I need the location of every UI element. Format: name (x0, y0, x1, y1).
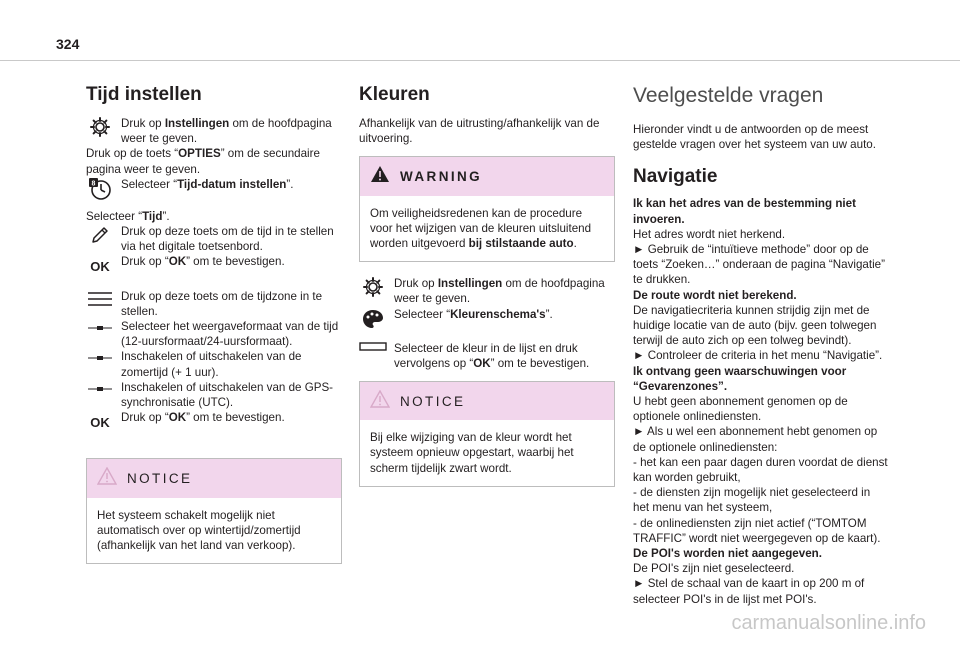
section-kleuren (359, 84, 615, 487)
section-title: Kleuren (359, 84, 430, 105)
step-text: Selecteer de kleur in de lijst en druk vervolgens op “OK” om te bevestigen. (394, 341, 590, 370)
step-summer-time (86, 349, 342, 379)
step-format (86, 319, 342, 349)
list-icon (86, 289, 114, 309)
step-select-color (359, 341, 615, 371)
step-text: Druk op “OK” om te bevestigen. (121, 411, 285, 425)
warning-box (359, 156, 615, 262)
warning-title: WARNING (400, 168, 483, 184)
gear-icon (86, 116, 114, 138)
faq-answer: - het kan een paar dagen duren voordat de dienst kan worden gebruikt, (633, 455, 888, 485)
warning-header (360, 157, 614, 195)
svg-text:8: 8 (91, 180, 96, 188)
ok-key-label: OK (90, 259, 110, 275)
step-settings (359, 276, 615, 306)
notice-header (87, 459, 341, 497)
step-time-zone (86, 289, 342, 319)
step-text: Druk op deze toets om de tijdzone in te stellen. (121, 289, 323, 318)
section-title: Tijd instellen (86, 84, 202, 105)
page-number: 324 (56, 36, 80, 52)
intro-text: Afhankelijk van de uitrusting/afhankelijk van de uitvoering. (359, 117, 600, 146)
subsection-title: Navigatie (633, 166, 718, 188)
notice-box (86, 458, 342, 564)
step-text: Selecteer “Kleurenschema's”. (394, 307, 553, 321)
step-settings (86, 116, 342, 146)
faq-answer: ► Stel de schaal van de kaart in op 200 m of selecteer POI's in de lijst met POI's. (633, 577, 865, 606)
gear-icon (359, 276, 387, 298)
step-text: Selecteer “Tijd-datum instellen”. (121, 177, 294, 191)
faq-answer: ► Als u wel een abonnement hebt genomen op de optionele onlinediensten: (633, 425, 878, 454)
step-text: Selecteer het weergaveformaat van de tijd (12-uursformaat/24-uursformaat). (121, 320, 339, 349)
header-rule (0, 60, 960, 61)
faq-answer: ► Controleer de criteria in het menu “Navigatie”. (633, 349, 883, 363)
faq-question: Ik kan het adres van de bestemming niet invoeren. (633, 197, 856, 226)
step-set-time (86, 224, 342, 254)
faq-answer: U hebt geen abonnement genomen op de optionele onlinediensten. (633, 395, 848, 424)
toggle-icon (86, 380, 114, 394)
warning-text: Om veiligheidsredenen kan de procedure voor het wijzigen van de kleuren uitsluitend worden uitgevoerd bij stilstaande auto. (370, 206, 592, 251)
step-confirm-ok (86, 254, 342, 274)
notice-text: Bij elke wijziging van de kleur wordt het systeem opnieuw opgestart, waarbij het scherm tijdelijk zwart wordt. (370, 431, 574, 475)
notice-title: NOTICE (127, 470, 193, 486)
watermark: carmanualsonline.info (731, 612, 926, 634)
section-veelgestelde-vragen (633, 84, 889, 607)
faq-answer: De navigatiecriteria kunnen strijdig zijn met de huidige locatie van de auto (bijv. geen tolwegen terwijl de auto zich op een tolweg bevindt). (633, 303, 877, 348)
step-color-scheme (359, 307, 615, 331)
step-text: Inschakelen of uitschakelen van de zomertijd (+ 1 uur). (121, 350, 302, 379)
section-title: Veelgestelde vragen (633, 84, 824, 107)
faq-answer: - de onlinediensten zijn niet actief (“TOMTOM TRAFFIC” wordt niet weergegeven op de kaart). (633, 516, 881, 545)
list-item-icon (359, 341, 387, 353)
faq-answer: Het adres wordt niet herkend. (633, 227, 786, 241)
faq-answer: - de diensten zijn mogelijk niet geselecteerd in het menu van het systeem, (633, 486, 871, 515)
step-text: Druk op deze toets om de tijd in te stellen via het digitale toetsenbord. (121, 225, 334, 254)
notice-triangle-icon (370, 390, 390, 412)
step-gps-sync (86, 380, 342, 410)
faq-answer: De POI's zijn niet geselecteerd. (633, 562, 795, 576)
step-time-date (86, 177, 342, 201)
faq-question: Ik ontvang geen waarschuwingen voor “Gevarenzones”. (633, 364, 847, 393)
step-text: Inschakelen of uitschakelen van de GPS-synchronisatie (UTC). (121, 380, 334, 410)
clock-icon (86, 177, 114, 201)
palette-icon (359, 307, 387, 331)
notice-header (360, 382, 614, 420)
faq-question: De POI's worden niet aangegeven. (633, 547, 822, 561)
paragraph: Selecteer “Tijd”. (86, 209, 170, 223)
notice-text: Het systeem schakelt mogelijk niet automatisch over op wintertijd/zomertijd (afhankelijk van het land van verkoop). (97, 508, 301, 553)
faq-answer: ► Gebruik de “intuïtieve methode” door op de toets “Zoeken…” onderaan de pagina “Navigatie” te drukken. (633, 243, 885, 287)
notice-triangle-icon (97, 467, 117, 489)
faq-question: De route wordt niet berekend. (633, 288, 797, 302)
toggle-icon (86, 319, 114, 333)
step-text: Druk op Instellingen om de hoofdpagina weer te geven. (121, 117, 332, 146)
notice-box (359, 381, 615, 487)
step-confirm-ok-2 (86, 410, 342, 430)
notice-title: NOTICE (400, 393, 466, 409)
intro-text: Hieronder vindt u de antwoorden op de meest gestelde vragen over het systeem van uw auto. (633, 123, 876, 152)
step-text: Druk op Instellingen om de hoofdpagina weer te geven. (394, 277, 605, 306)
ok-key-label: OK (90, 415, 110, 431)
toggle-icon (86, 349, 114, 363)
paragraph: Druk op de toets “OPTIES” om de secundaire pagina weer te geven. (86, 147, 320, 176)
section-tijd-instellen (86, 84, 342, 564)
warning-triangle-icon (370, 165, 390, 187)
pencil-icon (86, 224, 114, 246)
step-text: Druk op “OK” om te bevestigen. (121, 255, 285, 269)
